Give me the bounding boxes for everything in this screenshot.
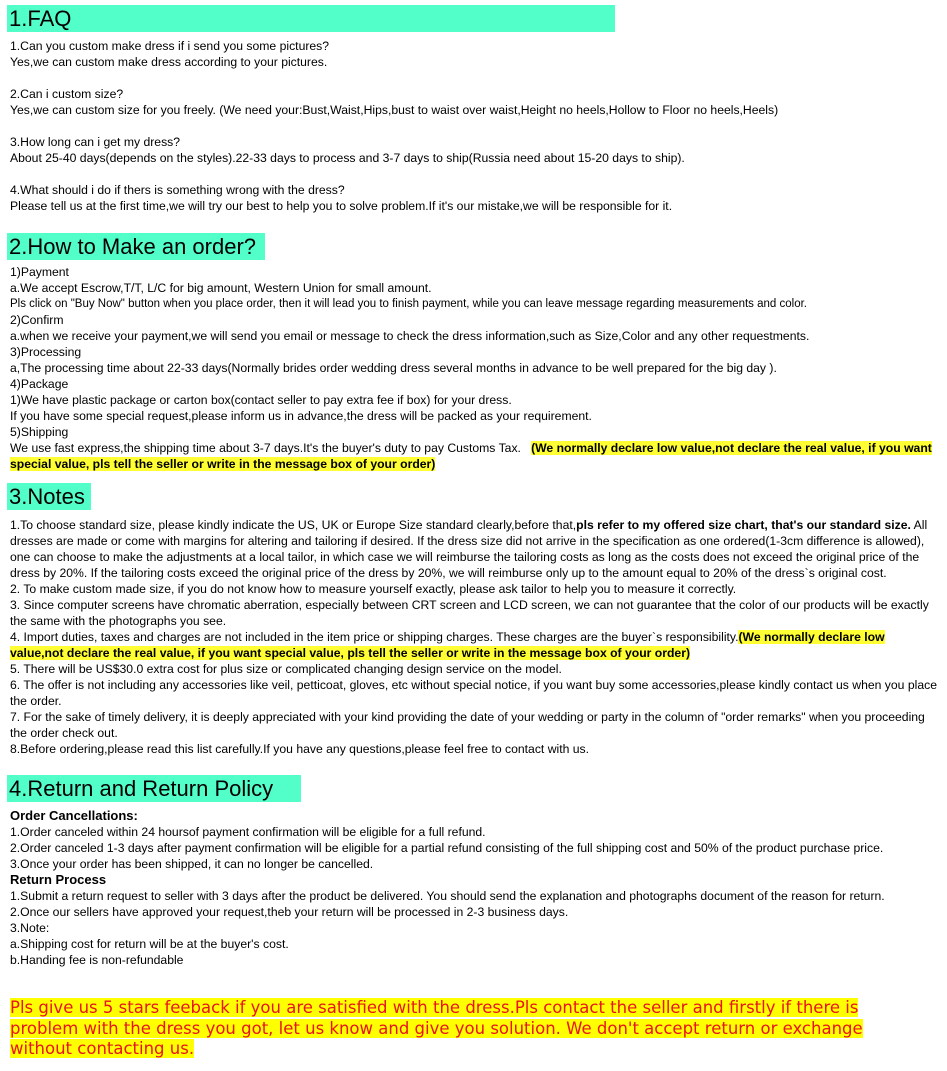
faq-answer: Yes,we can custom size for you freely. (We need your:Bust,Waist,Hips,bust to waist over waist,Height no heels,Hollow to Floor no heels,Heels) xyxy=(10,103,779,117)
return-step-2: 2.Once our sellers have approved your request,theb your return will be processed in 2-3 business days. xyxy=(10,905,569,919)
faq-question: 2.Can i custom size? xyxy=(10,87,124,101)
note-6: 6. The offer is not including any accessories like veil, petticoat, gloves, etc without special notice, if you want buy some accessories,please kindly contact us when you place the order. xyxy=(10,678,937,708)
faq-answer: Please tell us at the first time,we will try our best to help you to solve problem.If it's our mistake,we will be responsible for it. xyxy=(10,199,673,213)
faq-question: 3.How long can i get my dress? xyxy=(10,135,181,149)
payment-note: Pls click on "Buy Now" button when you place order, then it will lead you to finish payment, while you can leave message regarding measurements and color. xyxy=(10,298,807,310)
final-notice-text: Pls give us 5 stars feeback if you are satisfied with the dress.Pls contact the seller and firstly if there is problem with the dress you got, let us know and give you solution. We don't accept return or exchange without contacting us. xyxy=(10,998,863,1058)
final-notice xyxy=(10,998,910,1060)
faq-question: 4.What should i do if thers is something wrong with the dress? xyxy=(10,183,345,197)
payment-text: a.We accept Escrow,T/T, L/C for big amount, Western Union for small amount. xyxy=(10,281,432,295)
returns-section xyxy=(10,808,939,968)
order-section xyxy=(10,264,939,472)
return-process-title: Return Process xyxy=(10,872,107,887)
note-8: 8.Before ordering,please read this list carefully.If you have any questions,please feel free to contact with us. xyxy=(10,742,590,756)
returns-header: 4.Return and Return Policy xyxy=(7,775,301,802)
note-1-pre: 1.To choose standard size, please kindly indicate the US, UK or Europe Size standard clearly,before that, xyxy=(10,518,577,532)
faq-answer: About 25-40 days(depends on the styles).22-33 days to process and 3-7 days to ship(Russia need about 15-20 days to ship). xyxy=(10,151,685,165)
note-7: 7. For the sake of timely delivery, it is deeply appreciated with your kind providing the date of your wedding or party in the column of "order remarks" when you proceeding the order check out. xyxy=(10,710,925,740)
note-1 xyxy=(10,517,939,581)
faq-question: 1.Can you custom make dress if i send you some pictures? xyxy=(10,39,330,53)
return-note-b: b.Handing fee is non-refundable xyxy=(10,953,184,967)
cancellation-1: 1.Order canceled within 24 hoursof payment confirmation will be eligible for a full refund. xyxy=(10,825,486,839)
note-1-bold: pls refer to my offered size chart, that's our standard size. xyxy=(576,518,911,532)
faq-section xyxy=(10,38,939,214)
faq-answer: Yes,we can custom make dress according to your pictures. xyxy=(10,55,328,69)
faq-header: 1.FAQ xyxy=(7,5,615,32)
notes-section xyxy=(10,517,939,757)
return-note-a: a.Shipping cost for return will be at the buyer's cost. xyxy=(10,937,289,951)
shipping-title: 5)Shipping xyxy=(10,425,69,439)
package-title: 4)Package xyxy=(10,377,69,391)
confirm-text: a.when we receive your payment,we will send you email or message to check the dress information,such as Size,Color and any other requestments. xyxy=(10,329,810,343)
note-5: 5. There will be US$30.0 extra cost for plus size or complicated changing design service on the model. xyxy=(10,662,562,676)
return-step-1: 1.Submit a return request to seller with 3 days after the product be delivered. You should send the explanation and photographs document of the reason for return. xyxy=(10,889,885,903)
return-step-3: 3.Note: xyxy=(10,921,50,935)
note-4 xyxy=(10,629,939,661)
note-4-pre: 4. Import duties, taxes and charges are not included in the item price or shipping charges. These charges are the buyer`s responsibility. xyxy=(10,630,739,644)
shipping-plain: We use fast express,the shipping time about 3-7 days.It's the buyer's duty to pay Customs Tax. xyxy=(10,441,521,455)
cancellation-2: 2.Order canceled 1-3 days after payment confirmation will be eligible for a partial refund consisting of the full shipping cost and 50% of the product purchase price. xyxy=(10,841,884,855)
notes-header: 3.Notes xyxy=(7,483,91,510)
note-3: 3. Since computer screens have chromatic aberration, especially between CRT screen and LCD screen, we can not guarantee that the color of our products will be exactly the same with the photographs you see. xyxy=(10,598,929,628)
package-text: 1)We have plastic package or carton box(contact seller to pay extra fee if box) for your dress. xyxy=(10,393,512,407)
shipping-text xyxy=(10,440,939,472)
package-note: If you have some special request,please inform us in advance,the dress will be packed as your requirement. xyxy=(10,409,592,423)
processing-text: a,The processing time about 22-33 days(Normally brides order wedding dress several months in advance to be well prepared for the big day ). xyxy=(10,361,777,375)
cancellation-3: 3.Once your order has been shipped, it can no longer be cancelled. xyxy=(10,857,374,871)
cancellations-title: Order Cancellations: xyxy=(10,808,138,823)
confirm-title: 2)Confirm xyxy=(10,313,64,327)
shipping-highlight: (We normally declare low value,not declare the real value, if you want special value, pls tell the seller or write in the message box of your order) xyxy=(10,441,932,471)
order-header: 2.How to Make an order? xyxy=(7,233,265,260)
payment-title: 1)Payment xyxy=(10,265,69,279)
note-1-post: All dresses are made or come with margins for altering and tailoring if desired. If the dress size did not arrive in the specification as one ordered(1-3cm difference is allowed), one can choose to make the adjustments at a local tailor, in which case we will reimburse the tailoring costs as long as the costs does not exceed the original price of the dress by 20%. If the tailoring costs exceed the original price of the dress by 20%, we will reimburse only up to the amount equal to 20% of the dress`s original cost. xyxy=(10,518,928,580)
note-4-highlight: (We normally declare low value,not declare the real value, if you want special value, pls tell the seller or write in the message box of your order) xyxy=(10,630,885,660)
processing-title: 3)Processing xyxy=(10,345,82,359)
note-2: 2. To make custom made size, if you do not know how to measure yourself exactly, please ask tailor to help you to measure it correctly. xyxy=(10,582,737,596)
